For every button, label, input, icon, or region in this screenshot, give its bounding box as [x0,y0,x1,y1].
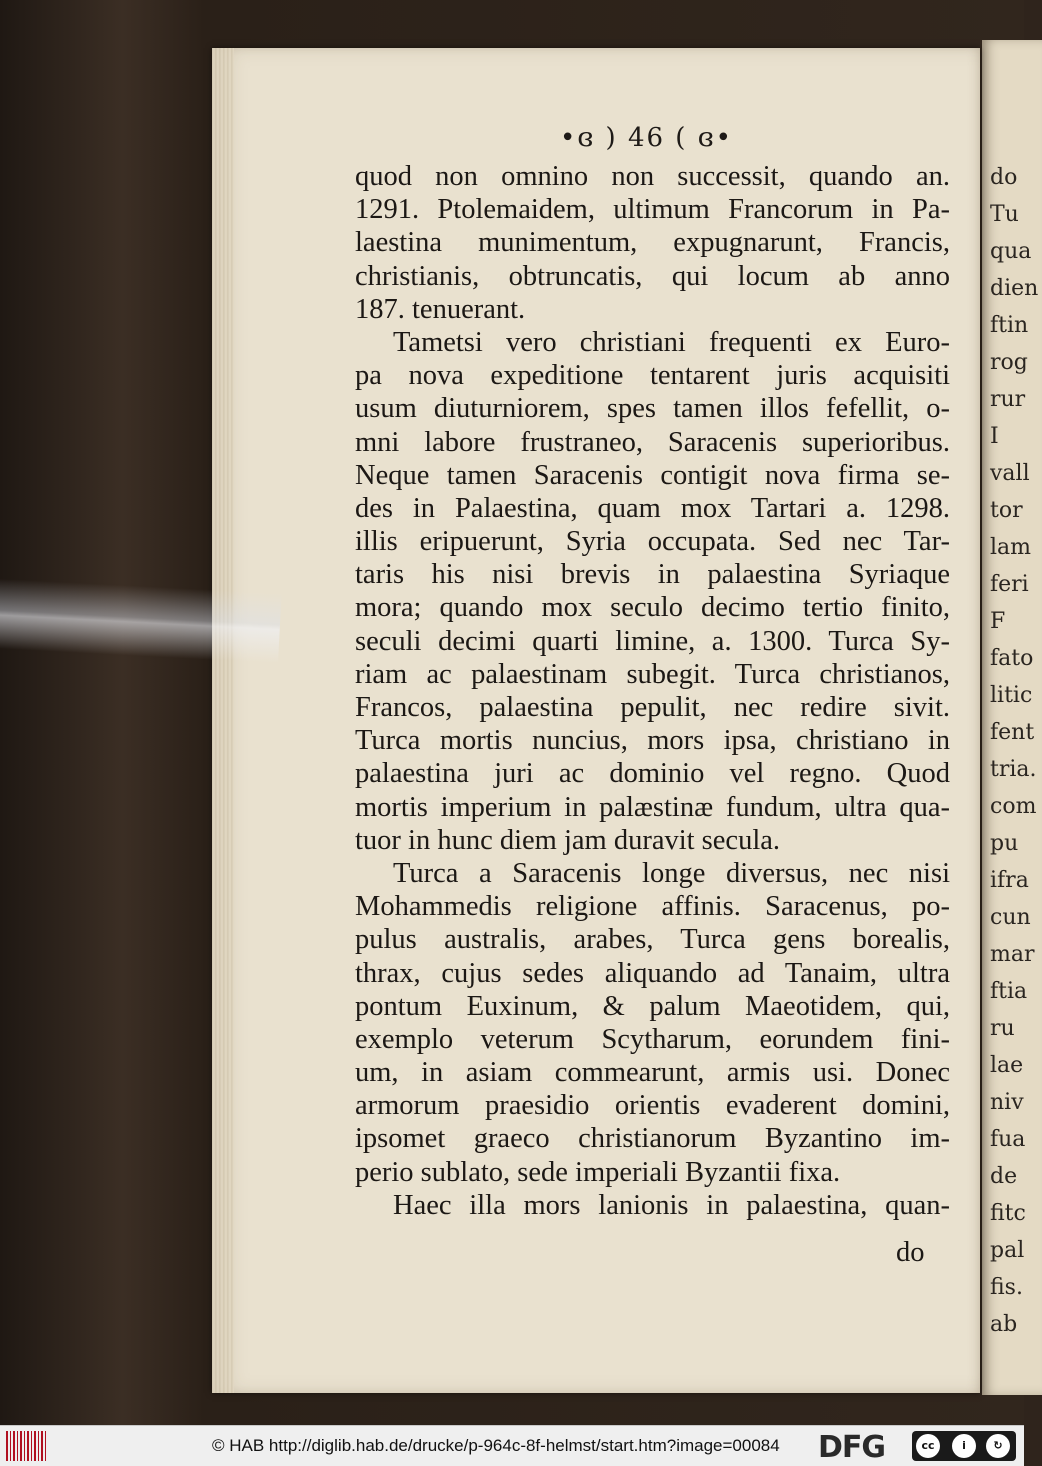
page-gutter-edge [212,48,234,1393]
facing-page-word: fent [990,720,1035,745]
text-line: illis eripuerunt, Syria occupata. Sed nec Tar- [355,526,950,558]
facing-page-word: dien [990,276,1039,301]
text-line: Neque tamen Saracenis contigit nova firma se- [355,459,950,491]
sa-icon: ↻ [986,1434,1010,1458]
catchword: do [896,1237,925,1268]
text-line: pa nova expeditione tentarent juris acquisiti [355,360,950,392]
facing-page-word: de [990,1164,1018,1189]
text-line: Francos, palaestina pepulit, nec redire sivit. [355,692,950,723]
text-line: des in Palaestina, quam mox Tartari a. 1298. [355,492,950,524]
footer-permalink[interactable]: © HAB http://diglib.hab.de/drucke/p-964c-8f-helmst/start.htm?image=00084 [212,1436,780,1455]
text-line: pontum Euxinum, & palum Maeotidem, qui, [355,990,950,1022]
facing-page-word: do [990,165,1018,190]
text-line: christianis, obtruncatis, qui locum ab anno [355,260,950,292]
text-line: Tametsi vero christiani frequenti ex Euro- [393,326,950,358]
text-line: um, in asiam commearunt, armis usi. Donec [355,1057,950,1089]
sa-label: SA [992,1451,1002,1459]
by-label: BY [958,1451,967,1459]
facing-page-word: rur [990,387,1026,412]
facing-page-word: fis. [990,1275,1023,1300]
text-line: armorum praesidio orientis evaderent domini, [355,1090,950,1122]
facing-page-word: tria. [990,757,1037,782]
text-line: 187. tenuerant. [355,293,526,325]
text-line: riam ac palaestinam subegit. Turca christianos, [355,658,950,690]
facing-page-word: fato [990,646,1034,671]
facing-page-word: vall [990,461,1030,486]
cc-icon: cc [916,1434,940,1458]
dfg-logo[interactable]: DFG [818,1430,886,1465]
facing-page-word: fua [990,1127,1026,1152]
facing-page-word: com [990,794,1037,819]
text-line: laestina munimentum, expugnarunt, Francis, [355,227,950,259]
facing-page-word: F [990,609,1006,634]
text-line: exemplo veterum Scytharum, eorundem fini- [355,1023,950,1055]
facing-page-word: feri [990,572,1029,597]
text-line: perio sublato, sede imperiali Byzantii fixa. [355,1156,841,1188]
facing-page-word: cun [990,905,1031,930]
facing-page-word: ru [990,1016,1015,1041]
facing-page-word: lae [990,1053,1024,1078]
text-line: mni labore frustraneo, Saracenis superioribus. [355,426,950,458]
text-line: mortis imperium in palæstinæ fundum, ultra qua- [355,791,950,823]
facing-page-word: mar [990,942,1035,967]
body-text [355,160,950,1222]
text-line: Mohammedis religione affinis. Saracenus, po- [355,891,950,923]
facing-page-word: ab [990,1312,1018,1337]
text-line: taris his nisi brevis in palaestina Syriaque [355,559,950,591]
facing-page-fragment [982,40,1042,1395]
viewer-footer [0,1425,1024,1466]
facing-page-word: ifra [990,868,1029,893]
hab-barcode-logo [6,1431,46,1461]
facing-page-word: I [990,424,999,449]
text-line: Turca mortis nuncius, mors ipsa, christiano in [355,725,950,757]
facing-page-word: litic [990,683,1033,708]
facing-page-word: lam [990,535,1032,560]
facing-page-word: pu [990,831,1019,856]
text-line: thrax, cujus sedes aliquando ad Tanaim, ultra [355,957,950,989]
facing-page-word: Tu [990,202,1019,227]
text-line: ipsomet graeco christianorum Byzantino im- [355,1123,950,1155]
text-line: pulus australis, arabes, Turca gens borealis, [355,924,950,956]
facing-page-word: qua [990,239,1032,264]
running-head: •ɞ ) 46 ( ɞ• [560,123,733,153]
cc-license-badge[interactable] [912,1431,1016,1461]
text-line: usum diuturniorem, spes tamen illos fefellit, o- [355,393,950,425]
facing-page-word: ftia [990,979,1028,1004]
facing-page-word: niv [990,1090,1024,1115]
text-line: seculi decimi quarti limine, a. 1300. Turca Sy- [355,625,950,657]
text-line: Haec illa mors lanionis in palaestina, quan- [393,1189,950,1221]
text-line: palaestina juri ac dominio vel regno. Quod [355,758,950,790]
facing-page-word: tor [990,498,1023,523]
text-line: 1291. Ptolemaidem, ultimum Francorum in Pa- [355,194,950,226]
facing-page-word: pal [990,1238,1025,1263]
facing-page-word: fitc [990,1201,1026,1226]
facing-page-word: ftin [990,313,1029,338]
text-line: Turca a Saracenis longe diversus, nec nisi [393,857,950,889]
by-icon: i [952,1434,976,1458]
text-line: tuor in hunc diem jam duravit secula. [355,824,781,856]
text-line: quod non omnino non successit, quando an. [355,161,950,192]
text-line: mora; quando mox seculo decimo tertio finito, [355,592,950,624]
facing-page-word: rog [990,350,1028,375]
